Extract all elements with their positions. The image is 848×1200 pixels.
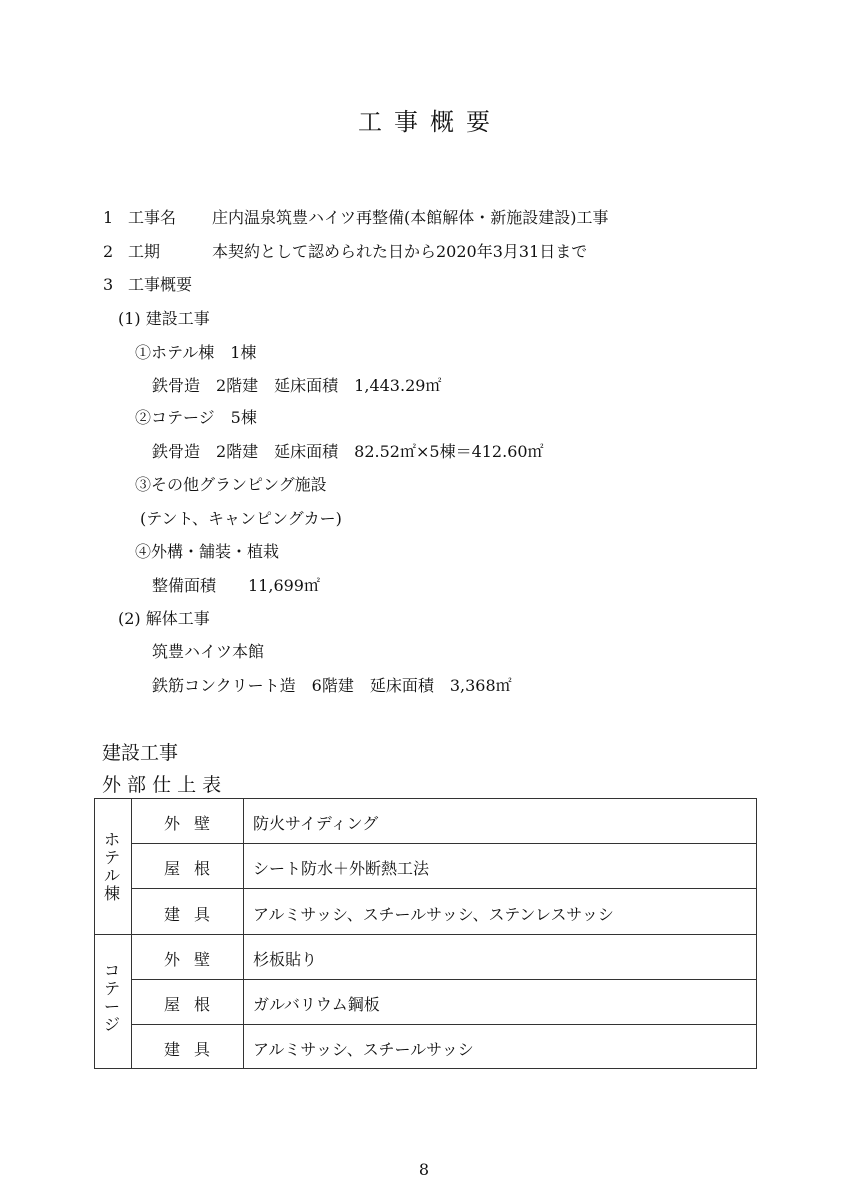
hotel-row-label: 建具 [163, 905, 224, 924]
cottage-row-label: 外壁 [163, 950, 224, 969]
table-title: 外 部 仕 上 表 [102, 774, 222, 796]
table-divider [95, 934, 756, 935]
demolition-spec: 鉄筋コンクリート造 6階建 延床面積 3,368㎡ [152, 676, 512, 695]
glamping-item: ③その他グランピング施設 [135, 475, 327, 494]
hotel-row-label: 外壁 [163, 814, 224, 833]
item-3-label: 工事概要 [128, 275, 193, 294]
page-number: 8 [418, 1160, 430, 1179]
exterior-spec: 整備面積 11,699㎡ [152, 576, 320, 595]
table-divider [131, 843, 756, 844]
glamping-note: (テント、キャンピングカー) [140, 509, 342, 528]
cottage-row-label: 建具 [163, 1040, 224, 1059]
hotel-row-value: アルミサッシ、スチールサッシ、ステンレスサッシ [253, 905, 614, 924]
item-2-value: 本契約として認められた日から2020年3月31日まで [212, 242, 588, 261]
demolition-heading: (2) 解体工事 [118, 609, 210, 628]
page-title: 工事概要 [358, 108, 502, 136]
group-label-cottage-text: コテージ [103, 961, 120, 1034]
item-1-number: 1 [103, 208, 114, 227]
hotel-spec: 鉄骨造 2階建 延床面積 1,443.29㎡ [152, 376, 442, 395]
hotel-row-value: 防火サイディング [253, 814, 379, 833]
section-title: 建設工事 [102, 742, 179, 764]
exterior-finish-table [94, 798, 757, 1069]
item-1-value: 庄内温泉筑豊ハイツ再整備(本館解体・新施設建設)工事 [212, 208, 609, 227]
group-label-cottage [103, 962, 123, 1034]
cottage-row-value: ガルバリウム鋼板 [253, 995, 380, 1014]
group-label-hotel-text: ホテル棟 [103, 830, 120, 903]
cottage-item: ②コテージ 5棟 [135, 408, 257, 427]
cottage-row-value: 杉板貼り [253, 950, 318, 969]
item-2-number: 2 [103, 242, 114, 261]
construction-heading: (1) 建設工事 [118, 309, 210, 328]
table-divider [131, 1024, 756, 1025]
cottage-row-label: 屋根 [163, 995, 224, 1014]
table-divider [131, 979, 756, 980]
item-3-number: 3 [103, 275, 114, 294]
cottage-row-value: アルミサッシ、スチールサッシ [253, 1040, 474, 1059]
hotel-row-label: 屋根 [163, 859, 224, 878]
exterior-item: ④外構・舗装・植栽 [135, 542, 280, 561]
group-label-hotel [103, 831, 123, 903]
item-2-label: 工期 [128, 242, 161, 261]
item-1-label: 工事名 [128, 208, 177, 227]
hotel-item: ①ホテル棟 1棟 [135, 343, 257, 362]
cottage-spec: 鉄骨造 2階建 延床面積 82.52㎡×5棟＝412.60㎡ [152, 442, 544, 461]
hotel-row-value: シート防水＋外断熱工法 [253, 859, 430, 878]
demolition-building: 筑豊ハイツ本館 [152, 642, 265, 661]
table-divider [131, 888, 756, 889]
